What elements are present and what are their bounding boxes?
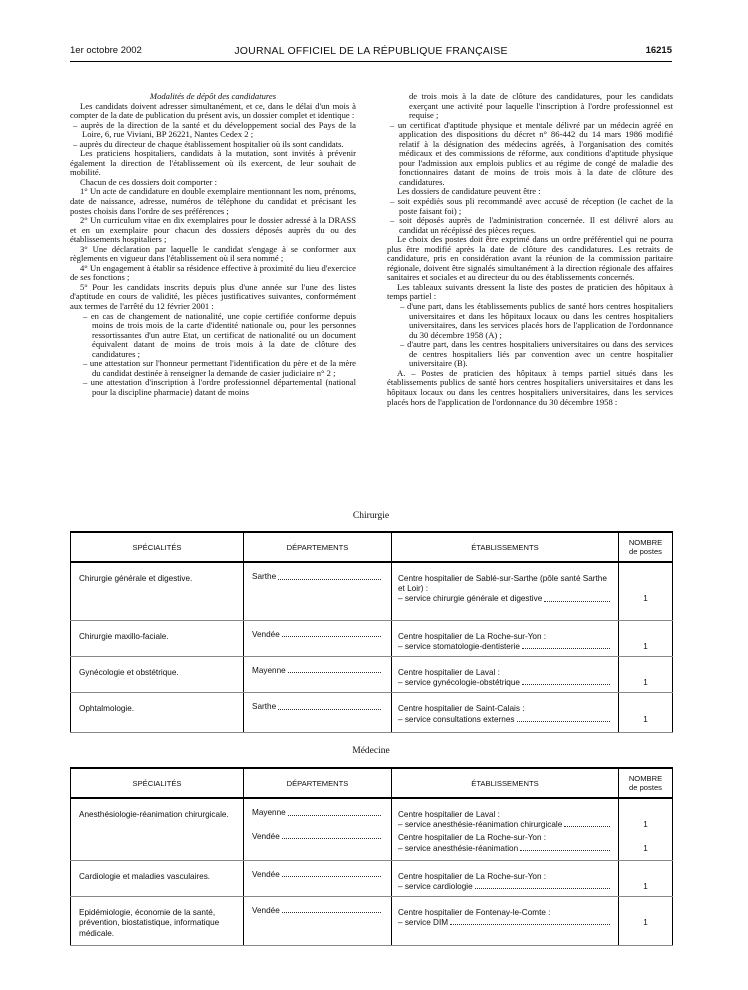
dot-leader bbox=[475, 882, 610, 889]
etablissement-cell bbox=[392, 562, 619, 620]
paragraph: – d'une part, dans les établissements publics de santé hors centres hospitaliers universitaires et dans les hôpitaux locaux ou dans les centres hospitaliers universitaires, dans les services placés hors de l'application de l'ordonnance du 30 décembre 1958 (A) ; bbox=[400, 301, 673, 340]
paragraph: Modalités de dépôt des candidatures bbox=[149, 91, 277, 101]
specialite-text: Epidémiologie, économie de la santé, prévention, biostatistique, informatique médicale. bbox=[79, 907, 220, 938]
dot-leader bbox=[544, 594, 610, 601]
departement-cell bbox=[244, 693, 392, 733]
right-column bbox=[387, 92, 673, 407]
etablissement-name: Centre hospitalier de La Roche-sur-Yon : bbox=[398, 631, 547, 641]
paragraph: 5° Pour les candidats inscrits depuis plus d'une année sur l'une des listes d'aptitude en cours de validité, les pièces justificatives suivantes, conformément aux termes de l'arrêté du 12 février 2001 : bbox=[70, 281, 356, 312]
specialite-cell bbox=[71, 896, 244, 946]
nombre-header bbox=[619, 532, 673, 562]
table-row bbox=[71, 693, 673, 733]
dot-leader bbox=[278, 702, 381, 710]
paragraph: – soit expédiés sous pli recommandé avec accusé de réception (le cachet de la poste faisant foi) ; bbox=[390, 196, 673, 216]
nombre-cell bbox=[619, 798, 673, 860]
etablissement-cell bbox=[392, 860, 619, 896]
nombre-postes: 1 bbox=[643, 714, 648, 724]
header-rule bbox=[70, 61, 672, 62]
specialites-header: SPÉCIALITÉS bbox=[71, 768, 244, 798]
dot-leader bbox=[282, 832, 381, 840]
paragraph: – une attestation sur l'honneur permettant l'identification du père et de la mère du candidat destinée à renseigner la demande de casier judiciaire n° 2 ; bbox=[83, 358, 356, 378]
chirurgie-title: Chirurgie bbox=[352, 511, 390, 521]
paragraph: Les praticiens hospitaliers, candidats à la mutation, sont invités à prévenir également la direction de l'établissement où ils exercent, de leur souhait de mobilité. bbox=[70, 148, 356, 178]
table-row bbox=[71, 798, 673, 860]
nombre-cell bbox=[619, 620, 673, 656]
nombre-label: NOMBRE bbox=[628, 774, 663, 783]
table-row bbox=[71, 860, 673, 896]
paragraph: – d'autre part, dans les centres hospitaliers universitaires ou dans des services de centres hospitaliers liés par convention avec un centre hospitalier universitaire (B). bbox=[400, 339, 673, 369]
postes-label: de postes bbox=[629, 547, 662, 556]
paragraph: – auprès du directeur de chaque établissement hospitalier où ils sont candidats. bbox=[73, 138, 344, 149]
specialite-cell bbox=[71, 798, 244, 860]
dot-leader bbox=[278, 572, 381, 580]
service-name: – service cardiologie bbox=[398, 881, 473, 891]
table-row bbox=[71, 896, 673, 946]
specialite-cell bbox=[71, 620, 244, 656]
etablissements-header: ÉTABLISSEMENTS bbox=[392, 768, 619, 798]
paragraph: Les dossiers de candidature peuvent être : bbox=[397, 186, 541, 197]
dot-leader bbox=[522, 642, 610, 649]
etablissement-name: Centre hospitalier de Fontenay-le-Comte : bbox=[398, 907, 551, 917]
departement-cell bbox=[244, 860, 392, 896]
paragraph: – soit déposés auprès de l'administration concernée. Il est délivré alors au candidat un récépissé des pièces reçues. bbox=[390, 215, 673, 235]
nombre-postes: 1 bbox=[643, 881, 648, 891]
medecine-table bbox=[70, 767, 673, 946]
nombre-cell bbox=[619, 860, 673, 896]
etablissement-name: Centre hospitalier de Saint-Calais : bbox=[398, 704, 525, 714]
departement-cell bbox=[244, 562, 392, 620]
dot-leader bbox=[282, 906, 381, 914]
dot-leader bbox=[282, 870, 381, 878]
etablissement-name: Centre hospitalier de Laval : bbox=[398, 810, 500, 819]
specialite-text: Cardiologie et maladies vasculaires. bbox=[79, 871, 211, 881]
dot-leader bbox=[282, 630, 381, 638]
departement-name: Vendée bbox=[252, 629, 280, 639]
issue-date: 1er octobre 2002 bbox=[70, 45, 142, 56]
specialite-cell bbox=[71, 860, 244, 896]
etablissement-cell bbox=[392, 798, 619, 860]
departements-header: DÉPARTEMENTS bbox=[244, 768, 392, 798]
nombre-postes: 1 bbox=[643, 820, 648, 830]
etablissements-header: ÉTABLISSEMENTS bbox=[392, 532, 619, 562]
paragraph: 4° Un engagement à établir sa résidence effective à proximité du lieu d'exercice de ses fonctions ; bbox=[70, 262, 356, 283]
departement-name: Vendée bbox=[252, 831, 280, 841]
departement-cell bbox=[244, 798, 392, 860]
departement-name: Sarthe bbox=[252, 572, 277, 581]
departement-name: Vendée bbox=[252, 905, 280, 915]
page-number: 16215 bbox=[645, 45, 672, 56]
etablissement-name: Centre hospitalier de Laval : bbox=[398, 667, 500, 677]
service-name: – service gynécologie-obstétrique bbox=[398, 678, 520, 688]
table-row bbox=[71, 562, 673, 620]
journal-title: JOURNAL OFFICIEL DE LA RÉPUBLIQUE FRANÇAISE bbox=[234, 45, 508, 57]
departement-cell bbox=[244, 656, 392, 692]
specialite-cell bbox=[71, 656, 244, 692]
specialite-text: Gynécologie et obstétrique. bbox=[79, 667, 179, 677]
nombre-postes: 1 bbox=[643, 594, 648, 604]
nombre-cell bbox=[619, 656, 673, 692]
departement-name: Vendée bbox=[252, 869, 280, 879]
etablissement-cell bbox=[392, 693, 619, 733]
dot-leader bbox=[522, 678, 610, 685]
etablissement-cell bbox=[392, 656, 619, 692]
departement-name: Sarthe bbox=[252, 702, 277, 712]
postes-label: de postes bbox=[629, 783, 662, 792]
specialite-text: Chirurgie maxillo-faciale. bbox=[79, 631, 169, 641]
dot-leader bbox=[564, 820, 610, 827]
paragraph: de trois mois à la date de clôture des candidatures, pour les candidats exerçant une activité pour laquelle l'inscription à l'ordre professionnel est requise ; bbox=[409, 91, 673, 121]
dot-leader bbox=[288, 808, 381, 816]
paragraph: Le choix des postes doit être exprimé dans un ordre préférentiel qui ne pourra plus être modifié après la date de clôture des candidatures. Les retraits de candidature, pris en considération avant la réunion de la commission paritaire régionale, doivent être signalés simultanément à la direction régionale des affaires sanitaires et sociales et au directeur du ou des établissements concernés. bbox=[387, 234, 673, 283]
paragraph: – en cas de changement de nationalité, une copie certifiée conforme depuis moins de trois mois de la carte d'identité nationale ou, pour les personnes ressortissantes d'un autre Etat, un certificat de nationalité ou un document équivalent datant de moins de trois mois à la date de clôture des candidatures ; bbox=[83, 310, 356, 359]
departement-cell bbox=[244, 896, 392, 946]
departements-header: DÉPARTEMENTS bbox=[244, 532, 392, 562]
nombre-cell bbox=[619, 896, 673, 946]
etablissement-name: Centre hospitalier de La Roche-sur-Yon : bbox=[398, 833, 547, 843]
nombre-cell bbox=[619, 693, 673, 733]
etablissement-cell bbox=[392, 896, 619, 946]
chirurgie-table bbox=[70, 531, 673, 733]
page-header bbox=[70, 45, 672, 59]
service-name: – service DIM bbox=[398, 918, 449, 928]
nombre-label: NOMBRE bbox=[628, 538, 663, 547]
etablissement-name: Centre hospitalier de Sablé-sur-Sarthe (pôle santé Sarthe et Loir) : bbox=[398, 574, 607, 594]
paragraph: 1° Un acte de candidature en double exemplaire mentionnant les nom, prénoms, date de naissance, adresse, numéros de téléphone du candidat et précisant les postes choisis dans l'ordre de ses préférences ; bbox=[70, 186, 356, 216]
table-row bbox=[71, 656, 673, 692]
nombre-postes: 1 bbox=[643, 678, 648, 688]
dot-leader bbox=[517, 715, 610, 722]
paragraph: – une attestation d'inscription à l'ordre professionnel départemental (national pour la discipline pharmacie) datant de moins bbox=[83, 377, 356, 397]
medecine-title: Médecine bbox=[352, 746, 390, 756]
dot-leader bbox=[288, 666, 381, 674]
specialite-text: Ophtalmologie. bbox=[79, 704, 135, 714]
nombre-postes: 1 bbox=[643, 641, 648, 651]
dot-leader bbox=[520, 844, 610, 851]
service-name: – service anesthésie-réanimation bbox=[398, 843, 519, 853]
specialite-cell bbox=[71, 562, 244, 620]
departement-name: Mayenne bbox=[252, 665, 286, 675]
specialite-text: Anesthésiologie-réanimation chirurgicale. bbox=[79, 810, 229, 819]
specialite-text: Chirurgie générale et digestive. bbox=[79, 574, 193, 583]
service-name: – service stomatologie-dentisterie bbox=[398, 641, 520, 651]
specialites-header: SPÉCIALITÉS bbox=[71, 532, 244, 562]
service-name: – service chirurgie générale et digestive bbox=[398, 594, 543, 604]
service-name: – service anesthésie-réanimation chirurgicale bbox=[398, 820, 563, 830]
etablissement-cell bbox=[392, 620, 619, 656]
nombre-header bbox=[619, 768, 673, 798]
paragraph: Les candidats doivent adresser simultanément, et ce, dans le délai d'un mois à compter de la date de publication du présent avis, un dossier complet et identique : bbox=[70, 100, 356, 121]
etablissement-name: Centre hospitalier de La Roche-sur-Yon : bbox=[398, 871, 547, 881]
paragraph: Les tableaux suivants dressent la liste des postes de praticien des hôpitaux à temps partiel : bbox=[387, 281, 673, 302]
paragraph: – auprès de la direction de la santé et du développement social des Pays de la Loire, 6, rue Viviani, BP 26221, Nantes Cedex 2 ; bbox=[73, 119, 356, 140]
paragraph: A. – Postes de praticien des hôpitaux à temps partiel situés dans les établissements publics de santé hors centres hospitaliers universitaires et dans les hôpitaux locaux ou dans les centres hospitaliers universitaires, dans les services placés hors de l'application de l'ordonnance du 30 décembre 1958 : bbox=[387, 367, 673, 407]
specialite-cell bbox=[71, 693, 244, 733]
departement-name: Mayenne bbox=[252, 808, 286, 817]
departement-cell bbox=[244, 620, 392, 656]
nombre-postes: 1 bbox=[643, 843, 648, 853]
service-name: – service consultations externes bbox=[398, 714, 515, 724]
paragraph: 3° Une déclaration par laquelle le candidat s'engage à se conformer aux règlements en vigueur dans l'établissement où il sera nommé ; bbox=[70, 243, 356, 264]
left-column bbox=[70, 92, 356, 398]
paragraph: – un certificat d'aptitude physique et mentale délivré par un médecin agréé en application des dispositions du décret n° 86-442 du 14 mars 1986 modifié relatif à la désignation des médecins agréés, à l'organisation des comités médicaux et des commissions de réforme, aux conditions d'aptitude physique pour l'admission aux emplois publics et au régime de congé de maladie des fonctionnaires datant de moins de trois mois à la date de clôture des candidatures. bbox=[390, 119, 673, 187]
paragraph: 2° Un curriculum vitae en dix exemplaires pour le dossier adressé à la DRASS et en un exemplaire pour chacun des dossiers déposés auprès du ou des établissements hospitaliers ; bbox=[70, 215, 356, 245]
table-row bbox=[71, 620, 673, 656]
dot-leader bbox=[450, 918, 610, 925]
nombre-postes: 1 bbox=[643, 918, 648, 928]
nombre-cell bbox=[619, 562, 673, 620]
paragraph: Chacun de ces dossiers doit comporter : bbox=[80, 176, 217, 187]
